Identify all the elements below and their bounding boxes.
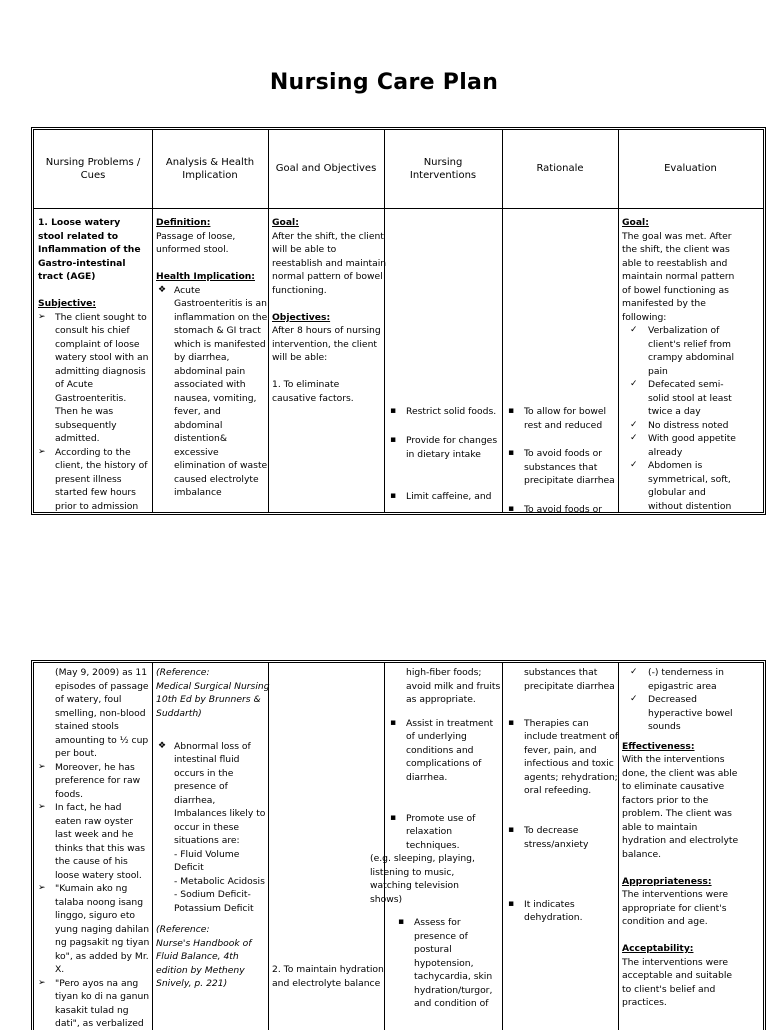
- text-line: stress/anxiety: [524, 838, 589, 850]
- text-line: Defecated semi-: [648, 379, 724, 390]
- text-line: precipitate diarrhea: [524, 680, 615, 692]
- text-line: It indicates: [524, 898, 575, 910]
- text-line: following:: [622, 311, 667, 323]
- health-implication-item: [156, 284, 266, 500]
- text-line: caused electrolyte: [174, 473, 259, 485]
- text-line: Decreased: [648, 694, 697, 705]
- objective-2: [272, 963, 384, 990]
- text-line: oral refeeding.: [524, 785, 592, 796]
- text-line: eaten raw oyster: [55, 815, 133, 827]
- text-line: To avoid foods or: [524, 503, 602, 515]
- intervention-item: [388, 490, 500, 504]
- text-line: dehydration.: [524, 912, 583, 923]
- intervention-cell-cont: [370, 666, 502, 1011]
- text-line: (Reference:: [156, 667, 210, 678]
- care-plan-table-page-1: [31, 127, 766, 515]
- text-line: and condition of: [414, 998, 489, 1009]
- list-item: [622, 419, 762, 433]
- rationale-item: [506, 503, 618, 517]
- text-line: Rationale: [536, 163, 584, 175]
- text-line: talaba noong isang: [55, 896, 144, 908]
- text-line: Suddarth): [156, 707, 202, 719]
- text-line: intervention, the client: [272, 338, 377, 350]
- intervention-continued: [388, 666, 502, 707]
- definition-text: [156, 230, 266, 257]
- text-line: Nursing: [423, 156, 463, 168]
- rationale-item: [506, 405, 618, 432]
- text-line: tachycardia, skin: [414, 971, 493, 982]
- text-line: distention&: [174, 433, 228, 444]
- text-line: agents; rehydration;: [524, 771, 618, 783]
- appropriateness-label: Appropriateness:: [622, 875, 712, 887]
- text-line: Therapies can: [524, 717, 589, 729]
- text-line: linggo, siguro eto: [55, 910, 136, 921]
- text-line: started few hours: [55, 487, 136, 498]
- subjective-label: Subjective:: [38, 298, 96, 309]
- square-bullet-icon: ▪: [390, 491, 397, 501]
- problem-cell-cont: [38, 666, 150, 1031]
- text-line: client, the history of: [55, 460, 148, 471]
- square-bullet-icon: ▪: [508, 898, 515, 909]
- text-line: condition and age.: [622, 916, 708, 927]
- rationale-item: [506, 447, 618, 488]
- text-line: Provide for changes: [406, 435, 498, 446]
- text-line: dati", as verbalized: [55, 1018, 144, 1029]
- header-goals: [268, 130, 384, 208]
- text-line: tract (AGE): [38, 271, 96, 282]
- text-line: occurs in the: [174, 767, 234, 779]
- eval-goal-label: Goal:: [622, 217, 649, 228]
- text-line: preference for raw: [55, 775, 141, 786]
- text-line: The goal was met. After: [622, 230, 732, 242]
- text-line: inflammation on the: [174, 311, 268, 323]
- reference-2: [156, 923, 268, 991]
- text-line: complaint of loose: [55, 338, 140, 350]
- text-line: yung naging dahilan: [55, 923, 150, 935]
- text-line: "Pero ayos na ang: [55, 977, 139, 989]
- text-line: Deficit: [174, 862, 204, 873]
- text-line: smelling, non-blood: [55, 707, 146, 719]
- analysis-cell-cont: [156, 666, 268, 991]
- text-line: epigastric area: [648, 680, 717, 692]
- text-line: kasakit tulad ng: [55, 1004, 129, 1016]
- text-line: and electrolyte balance: [272, 977, 381, 989]
- check-icon: ✓: [630, 460, 638, 470]
- text-line: Limit caffeine, and: [406, 491, 492, 502]
- text-line: Then he was: [55, 406, 114, 417]
- text-line: stool related to: [38, 230, 119, 242]
- analysis-cell: [156, 216, 266, 500]
- text-line: the cause of his: [55, 856, 128, 867]
- table-header-row: [34, 130, 763, 209]
- text-line: presence of: [414, 930, 468, 942]
- square-bullet-icon: ▪: [390, 812, 397, 823]
- square-bullet-icon: ▪: [508, 825, 515, 835]
- text-line: Analysis & Health: [165, 156, 255, 168]
- text-line: crampy abdominal: [648, 352, 735, 363]
- text-line: imbalance: [174, 487, 222, 498]
- intervention-item: [388, 916, 502, 1011]
- text-line: The interventions were: [622, 956, 729, 968]
- header-evaluation: [618, 130, 763, 208]
- text-line: loose watery stool.: [55, 869, 142, 881]
- effectiveness-label: Effectiveness:: [622, 740, 695, 752]
- text-line: appropriate for client's: [622, 902, 727, 914]
- text-line: "Kumain ako ng: [55, 883, 128, 894]
- text-line: 1. Loose watery: [38, 217, 121, 228]
- text-line: Acute: [174, 284, 201, 296]
- text-line: After 8 hours of nursing: [272, 325, 381, 336]
- text-line: The client sought to: [55, 311, 147, 323]
- objectives-label: Objectives:: [272, 311, 331, 323]
- text-line: consult his chief: [55, 325, 130, 336]
- list-item: [622, 459, 762, 513]
- text-line: The interventions were: [622, 889, 729, 900]
- eval-goal-text: [622, 230, 762, 325]
- rationale-cell-cont: [506, 666, 618, 925]
- text-line: include treatment of: [524, 731, 619, 742]
- text-line: To decrease: [524, 825, 579, 836]
- square-bullet-icon: ▪: [508, 448, 515, 458]
- acceptability-label: Acceptability:: [622, 943, 694, 954]
- text-line: complications of: [406, 758, 482, 769]
- text-line: normal pattern of bowel: [272, 271, 383, 282]
- text-line: hydration and electrolyte: [622, 835, 739, 846]
- text-line: substances that: [524, 667, 598, 678]
- text-line: hydration/turgor,: [414, 984, 493, 996]
- diamond-bullet-icon: ❖: [158, 740, 167, 751]
- text-line: reestablish and maintain: [272, 257, 387, 269]
- square-bullet-icon: ▪: [390, 406, 397, 416]
- text-line: (e.g. sleeping, playing,: [370, 853, 475, 864]
- text-line: Nursing Problems /: [45, 156, 141, 168]
- text-line: To avoid foods or: [524, 448, 602, 459]
- text-line: presence of: [174, 781, 228, 792]
- text-line: of Acute: [55, 379, 94, 390]
- text-line: elimination of waste: [174, 460, 268, 471]
- text-line: conditions and: [406, 744, 474, 756]
- text-line: edition by Metheny: [156, 964, 245, 976]
- square-bullet-icon: ▪: [508, 717, 515, 728]
- text-line: After the shift, the client: [272, 230, 384, 242]
- text-line: done, the client was able: [622, 767, 738, 779]
- text-line: shows): [370, 893, 403, 905]
- text-line: (Reference:: [156, 924, 210, 935]
- text-line: already: [648, 446, 683, 458]
- text-line: Passage of loose,: [156, 230, 236, 242]
- text-line: Restrict solid foods.: [406, 406, 497, 417]
- arrow-bullet-icon: ➢: [38, 311, 46, 322]
- check-icon: ✓: [630, 325, 638, 335]
- text-line: In fact, he had: [55, 802, 122, 813]
- text-line: To allow for bowel: [524, 406, 607, 417]
- text-line: hyperactive bowel: [648, 707, 733, 719]
- text-line: abdominal pain: [174, 365, 246, 377]
- subjective-item-1: [38, 311, 150, 446]
- text-line: Goal and Objectives: [275, 163, 377, 175]
- text-line: sounds: [648, 721, 681, 732]
- text-line: watching television: [370, 880, 459, 891]
- text-line: substances that: [524, 461, 598, 473]
- text-line: thinks that this was: [55, 842, 146, 854]
- goal-text: [272, 230, 387, 298]
- text-line: Imbalances likely to: [174, 808, 266, 819]
- text-line: present illness: [55, 473, 122, 485]
- text-line: (May 9, 2009) as 11: [55, 667, 148, 678]
- text-line: stomach & GI tract: [174, 325, 261, 336]
- text-line: as appropriate.: [406, 694, 476, 705]
- text-line: able to maintain: [622, 821, 698, 833]
- intervention-item: [388, 434, 500, 461]
- text-line: Promote use of: [406, 812, 476, 824]
- reference-1: [156, 666, 268, 720]
- text-line: high-fiber foods;: [406, 667, 482, 678]
- text-line: Abnormal loss of: [174, 740, 251, 752]
- text-line: X.: [55, 964, 65, 975]
- diamond-bullet-icon: ❖: [158, 284, 167, 295]
- text-line: stained stools: [55, 721, 119, 732]
- arrow-bullet-icon: ➢: [38, 446, 46, 457]
- subjective-continued: [38, 666, 150, 761]
- text-line: relaxation: [406, 826, 453, 837]
- header-rationale: [502, 130, 618, 208]
- text-line: problem. The client was: [622, 808, 732, 819]
- evaluation-cell: [622, 216, 762, 513]
- text-line: last week and he: [55, 829, 134, 840]
- health-implication-label: Health Implication:: [156, 271, 255, 282]
- text-line: will be able:: [272, 352, 328, 363]
- objective-1: [272, 378, 384, 405]
- text-line: to eliminate causative: [622, 781, 725, 792]
- text-line: to client's belief and: [622, 983, 716, 995]
- problem-title: [38, 216, 150, 284]
- check-icon: ✓: [630, 667, 638, 677]
- text-line: Inflammation of the: [38, 244, 141, 255]
- text-line: Medical Surgical Nursing: [156, 680, 270, 692]
- text-line: watery stool with an: [55, 352, 149, 363]
- text-line: symmetrical, soft,: [648, 473, 731, 485]
- evaluation-cell-cont: [622, 666, 762, 1010]
- text-line: functioning.: [272, 284, 327, 296]
- text-line: per bout.: [55, 748, 97, 759]
- subjective-items: [38, 761, 150, 1031]
- arrow-bullet-icon: ➢: [38, 761, 46, 772]
- text-line: Gastro-intestinal: [38, 257, 126, 269]
- check-icon: ✓: [630, 694, 638, 704]
- text-line: which is manifested: [174, 338, 266, 350]
- rationale-continued: [506, 666, 618, 693]
- text-line: unformed stool.: [156, 244, 229, 255]
- goal-cell: [272, 216, 387, 405]
- text-line: No distress noted: [648, 419, 729, 431]
- text-line: admitting diagnosis: [55, 365, 146, 377]
- text-line: Moreover, he has: [55, 761, 135, 773]
- care-plan-table-page-2: [31, 660, 766, 1030]
- subjective-item-2: [38, 446, 150, 514]
- list-item: [38, 882, 150, 977]
- text-line: maintain normal pattern: [622, 271, 735, 282]
- text-line: (-) tenderness in: [648, 667, 724, 678]
- list-item: [622, 324, 762, 378]
- list-item: [622, 693, 762, 734]
- text-line: - Sodium Deficit-: [174, 889, 251, 900]
- problem-cell: [38, 216, 150, 513]
- text-line: in dietary intake: [406, 448, 481, 460]
- text-line: ng pagsakit ng tiyan: [55, 937, 150, 948]
- text-line: infectious and toxic: [524, 758, 614, 769]
- text-line: diarrhea.: [406, 771, 448, 783]
- text-line: manifested by the: [622, 298, 706, 309]
- goal-label: Goal:: [272, 217, 299, 228]
- header-nursing-problems: [34, 130, 152, 208]
- text-line: subsequently: [55, 419, 117, 431]
- text-line: foods.: [55, 788, 84, 800]
- arrow-bullet-icon: ➢: [38, 883, 46, 893]
- text-line: 10th Ed by Brunners &: [156, 694, 261, 705]
- check-icon: ✓: [630, 419, 638, 430]
- page-title: Nursing Care Plan: [269, 70, 499, 95]
- text-line: causative factors.: [272, 392, 354, 404]
- list-item: [38, 801, 150, 882]
- list-item: [622, 666, 762, 693]
- text-line: tiyan ko di na ganun: [55, 991, 150, 1002]
- text-line: techniques.: [406, 839, 460, 851]
- text-line: solid stool at least: [648, 392, 732, 404]
- square-bullet-icon: ▪: [508, 503, 515, 514]
- text-line: amounting to ½ cup: [55, 734, 149, 746]
- text-line: excessive: [174, 446, 219, 458]
- text-line: factors prior to the: [622, 794, 709, 806]
- rationale-item: [506, 898, 618, 925]
- square-bullet-icon: ▪: [390, 717, 397, 728]
- objectives-text: [272, 324, 384, 365]
- text-line: According to the: [55, 446, 131, 458]
- text-line: practices.: [622, 997, 667, 1008]
- text-line: client's relief from: [648, 338, 731, 350]
- text-line: Nurse's Handbook of: [156, 937, 252, 949]
- acceptability-text: [622, 956, 762, 1010]
- text-line: abdominal: [174, 419, 223, 431]
- text-line: of watery, foul: [55, 694, 122, 705]
- goal-cell-cont: [272, 963, 384, 990]
- text-line: - Metabolic Acidosis: [174, 875, 265, 887]
- text-line: will be able to: [272, 244, 337, 255]
- analysis-item: [156, 740, 268, 916]
- text-line: by diarrhea,: [174, 352, 230, 363]
- eval-checklist: [622, 666, 762, 734]
- text-line: Abdomen is: [648, 460, 703, 471]
- text-line: Cues: [80, 170, 106, 181]
- square-bullet-icon: ▪: [398, 917, 405, 927]
- intervention-item: [388, 812, 502, 853]
- effectiveness-text: [622, 753, 762, 861]
- list-item: [622, 378, 762, 419]
- text-line: Interventions: [409, 170, 477, 181]
- text-line: Implication: [182, 170, 238, 181]
- check-icon: ✓: [630, 433, 638, 443]
- text-line: Gastroenteritis.: [55, 392, 127, 404]
- text-line: acceptable and suitable: [622, 970, 733, 981]
- text-line: Assess for: [414, 917, 461, 928]
- text-line: Gastroenteritis is an: [174, 298, 267, 309]
- eval-checklist: [622, 324, 762, 513]
- text-line: With good appetite: [648, 433, 736, 444]
- list-item: [622, 432, 762, 459]
- text-line: avoid milk and fruits: [406, 680, 501, 692]
- text-line: pain: [648, 365, 668, 377]
- text-line: of underlying: [406, 731, 467, 742]
- text-line: hypotension,: [414, 957, 474, 969]
- intervention-example: [370, 852, 502, 906]
- text-line: intestinal fluid: [174, 754, 240, 765]
- check-icon: ✓: [630, 379, 638, 389]
- text-line: of bowel functioning as: [622, 284, 729, 296]
- rationale-item: [506, 717, 618, 798]
- text-line: twice a day: [648, 406, 701, 417]
- text-line: without distention: [648, 500, 732, 512]
- text-line: precipitate diarrhea: [524, 475, 615, 486]
- square-bullet-icon: ▪: [508, 406, 515, 416]
- text-line: Assist in treatment: [406, 717, 494, 729]
- text-line: Fluid Balance, 4th: [156, 951, 239, 962]
- text-line: fever, pain, and: [524, 744, 597, 756]
- square-bullet-icon: ▪: [390, 435, 397, 445]
- text-line: situations are:: [174, 835, 240, 846]
- text-line: episodes of passage: [55, 680, 149, 692]
- arrow-bullet-icon: ➢: [38, 977, 46, 988]
- text-line: diarrhea,: [174, 794, 216, 806]
- text-line: rest and reduced: [524, 419, 603, 431]
- text-line: admitted.: [55, 433, 100, 444]
- text-line: the shift, the client was: [622, 244, 730, 255]
- text-line: able to reestablish and: [622, 257, 728, 269]
- text-line: listening to music,: [370, 866, 455, 878]
- text-line: Evaluation: [664, 163, 717, 175]
- text-line: fever, and: [174, 406, 221, 417]
- intervention-item: [388, 717, 502, 785]
- arrow-bullet-icon: ➢: [38, 802, 46, 812]
- text-line: prior to admission: [55, 500, 139, 512]
- text-line: 1. To eliminate: [272, 379, 340, 390]
- header-interventions: [384, 130, 502, 208]
- rationale-item: [506, 824, 618, 851]
- text-line: Verbalization of: [648, 325, 720, 336]
- list-item: [38, 977, 150, 1031]
- header-analysis: [152, 130, 268, 208]
- appropriateness-text: [622, 888, 762, 929]
- text-line: - Fluid Volume: [174, 848, 240, 860]
- text-line: globular and: [648, 487, 706, 498]
- text-line: ko", as added by Mr.: [55, 950, 149, 962]
- text-line: Potassium Deficit: [174, 902, 254, 914]
- text-line: With the interventions: [622, 754, 725, 765]
- definition-label: Definition:: [156, 217, 211, 228]
- list-item: [38, 761, 150, 802]
- rationale-cell: [506, 405, 618, 516]
- intervention-cell: [388, 405, 500, 504]
- intervention-item: [388, 405, 500, 419]
- text-line: 2. To maintain hydration: [272, 964, 384, 975]
- text-line: associated with: [174, 379, 246, 390]
- text-line: occur in these: [174, 821, 240, 833]
- text-line: nausea, vomiting,: [174, 392, 257, 404]
- text-line: postural: [414, 944, 452, 955]
- text-line: balance.: [622, 848, 662, 860]
- text-line: Snively, p. 221): [156, 978, 228, 989]
